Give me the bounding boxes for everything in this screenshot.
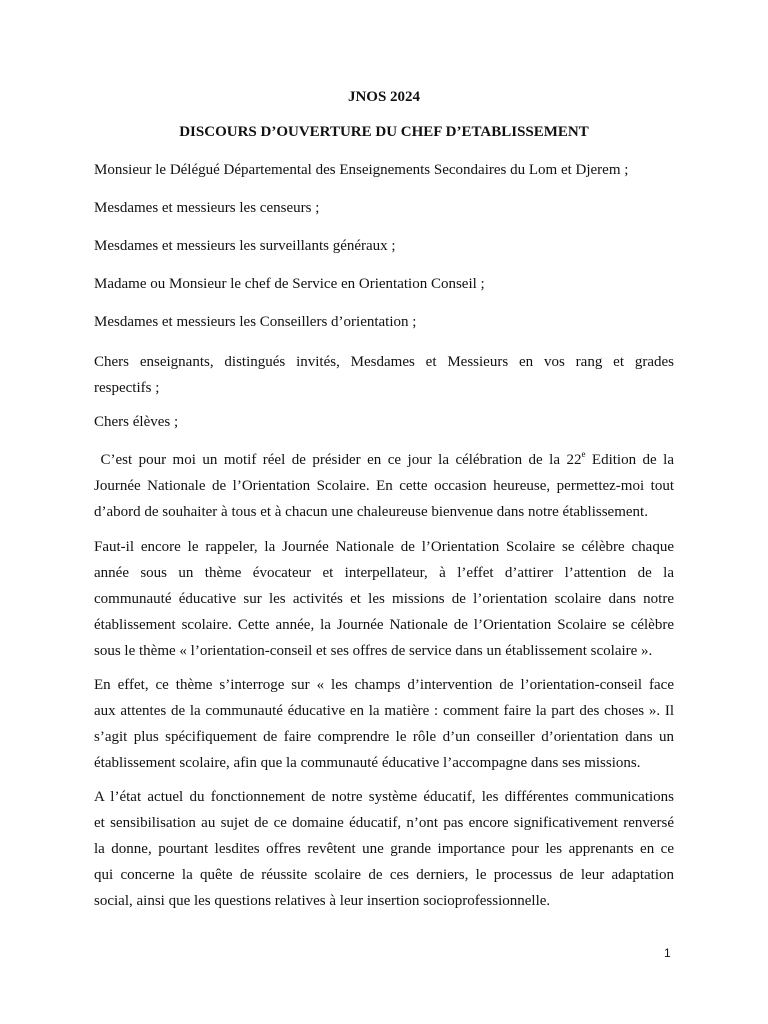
para4-line-4: qui concerne la quête de réussite scolaire de ces derniers, le processus de leur adaptation bbox=[94, 867, 674, 883]
page-number: 1 bbox=[664, 946, 671, 960]
salutation-students: Chers élèves ; bbox=[94, 414, 179, 430]
salutation-5: Mesdames et messieurs les Conseillers d’orientation ; bbox=[94, 314, 417, 330]
guests-line-2: respectifs ; bbox=[94, 380, 160, 396]
paragraph-1 bbox=[94, 447, 674, 525]
salutation-4: Madame ou Monsieur le chef de Service en Orientation Conseil ; bbox=[94, 276, 485, 292]
document-title: JNOS 2024 bbox=[347, 89, 421, 105]
salutation-2: Mesdames et messieurs les censeurs ; bbox=[94, 200, 320, 216]
para2-line-1: Faut-il encore le rappeler, la Journée Nationale de l’Orientation Scolaire se célèbre chaque bbox=[94, 539, 674, 555]
para1-line-3: d’abord de souhaiter à tous et à chacun une chaleureuse bienvenue dans notre établissement. bbox=[94, 504, 648, 520]
paragraph-4 bbox=[94, 784, 674, 914]
para2-line-5: sous le thème « l’orientation-conseil et ses offres de service dans un établissement scolaire ». bbox=[94, 643, 653, 659]
paragraph-3 bbox=[94, 672, 674, 776]
para4-line-2: et sensibilisation au sujet de ce domaine éducatif, n’ont pas encore significativement renversé bbox=[94, 815, 674, 831]
para2-line-2: année sous un thème évocateur et interpellateur, à l’effet d’attirer l’attention de la bbox=[94, 565, 674, 581]
para2-line-4: établissement scolaire. Cette année, la Journée Nationale de l’Orientation Scolaire se célèbre bbox=[94, 617, 674, 633]
para4-line-1: A l’état actuel du fonctionnement de notre système éducatif, les différentes communications bbox=[94, 789, 674, 805]
salutation-guests bbox=[94, 349, 674, 401]
para1-line-1: C’est pour moi un motif réel de présider en ce jour la célébration de la 22e Edition de la bbox=[94, 449, 674, 468]
para2-line-3: communauté éducative sur les activités et les missions de l’orientation scolaire dans notre bbox=[94, 591, 674, 607]
para3-line-2: aux attentes de la communauté éducative en la matière : comment faire la part des choses ». Il bbox=[94, 703, 674, 719]
para4-line-5: social, ainsi que les questions relatives à leur insertion socioprofessionnelle. bbox=[94, 893, 551, 909]
salutation-1: Monsieur le Délégué Départemental des Enseignements Secondaires du Lom et Djerem ; bbox=[94, 162, 629, 178]
para3-line-4: établissement scolaire, afin que la communauté éducative l’accompagne dans ses missions. bbox=[94, 755, 641, 771]
guests-line-1: Chers enseignants, distingués invités, Mesdames et Messieurs en vos rang et grades bbox=[94, 354, 674, 370]
para1-line-2: Journée Nationale de l’Orientation Scolaire. En cette occasion heureuse, permettez-moi tout bbox=[94, 478, 674, 494]
paragraph-2 bbox=[94, 534, 674, 664]
para4-line-3: la donne, pourtant lesdites offres revêtent une grande importance pour les apprenants en ce bbox=[94, 841, 674, 857]
para3-line-1: En effet, ce thème s’interroge sur « les champs d’intervention de l’orientation-conseil face bbox=[94, 677, 674, 693]
para3-line-3: s’agit plus spécifiquement de faire comprendre le rôle d’un conseiller d’orientation dans un bbox=[94, 729, 674, 745]
document-subtitle: DISCOURS D’OUVERTURE DU CHEF D’ETABLISSEMENT bbox=[179, 124, 589, 140]
salutation-3: Mesdames et messieurs les surveillants généraux ; bbox=[94, 238, 396, 254]
